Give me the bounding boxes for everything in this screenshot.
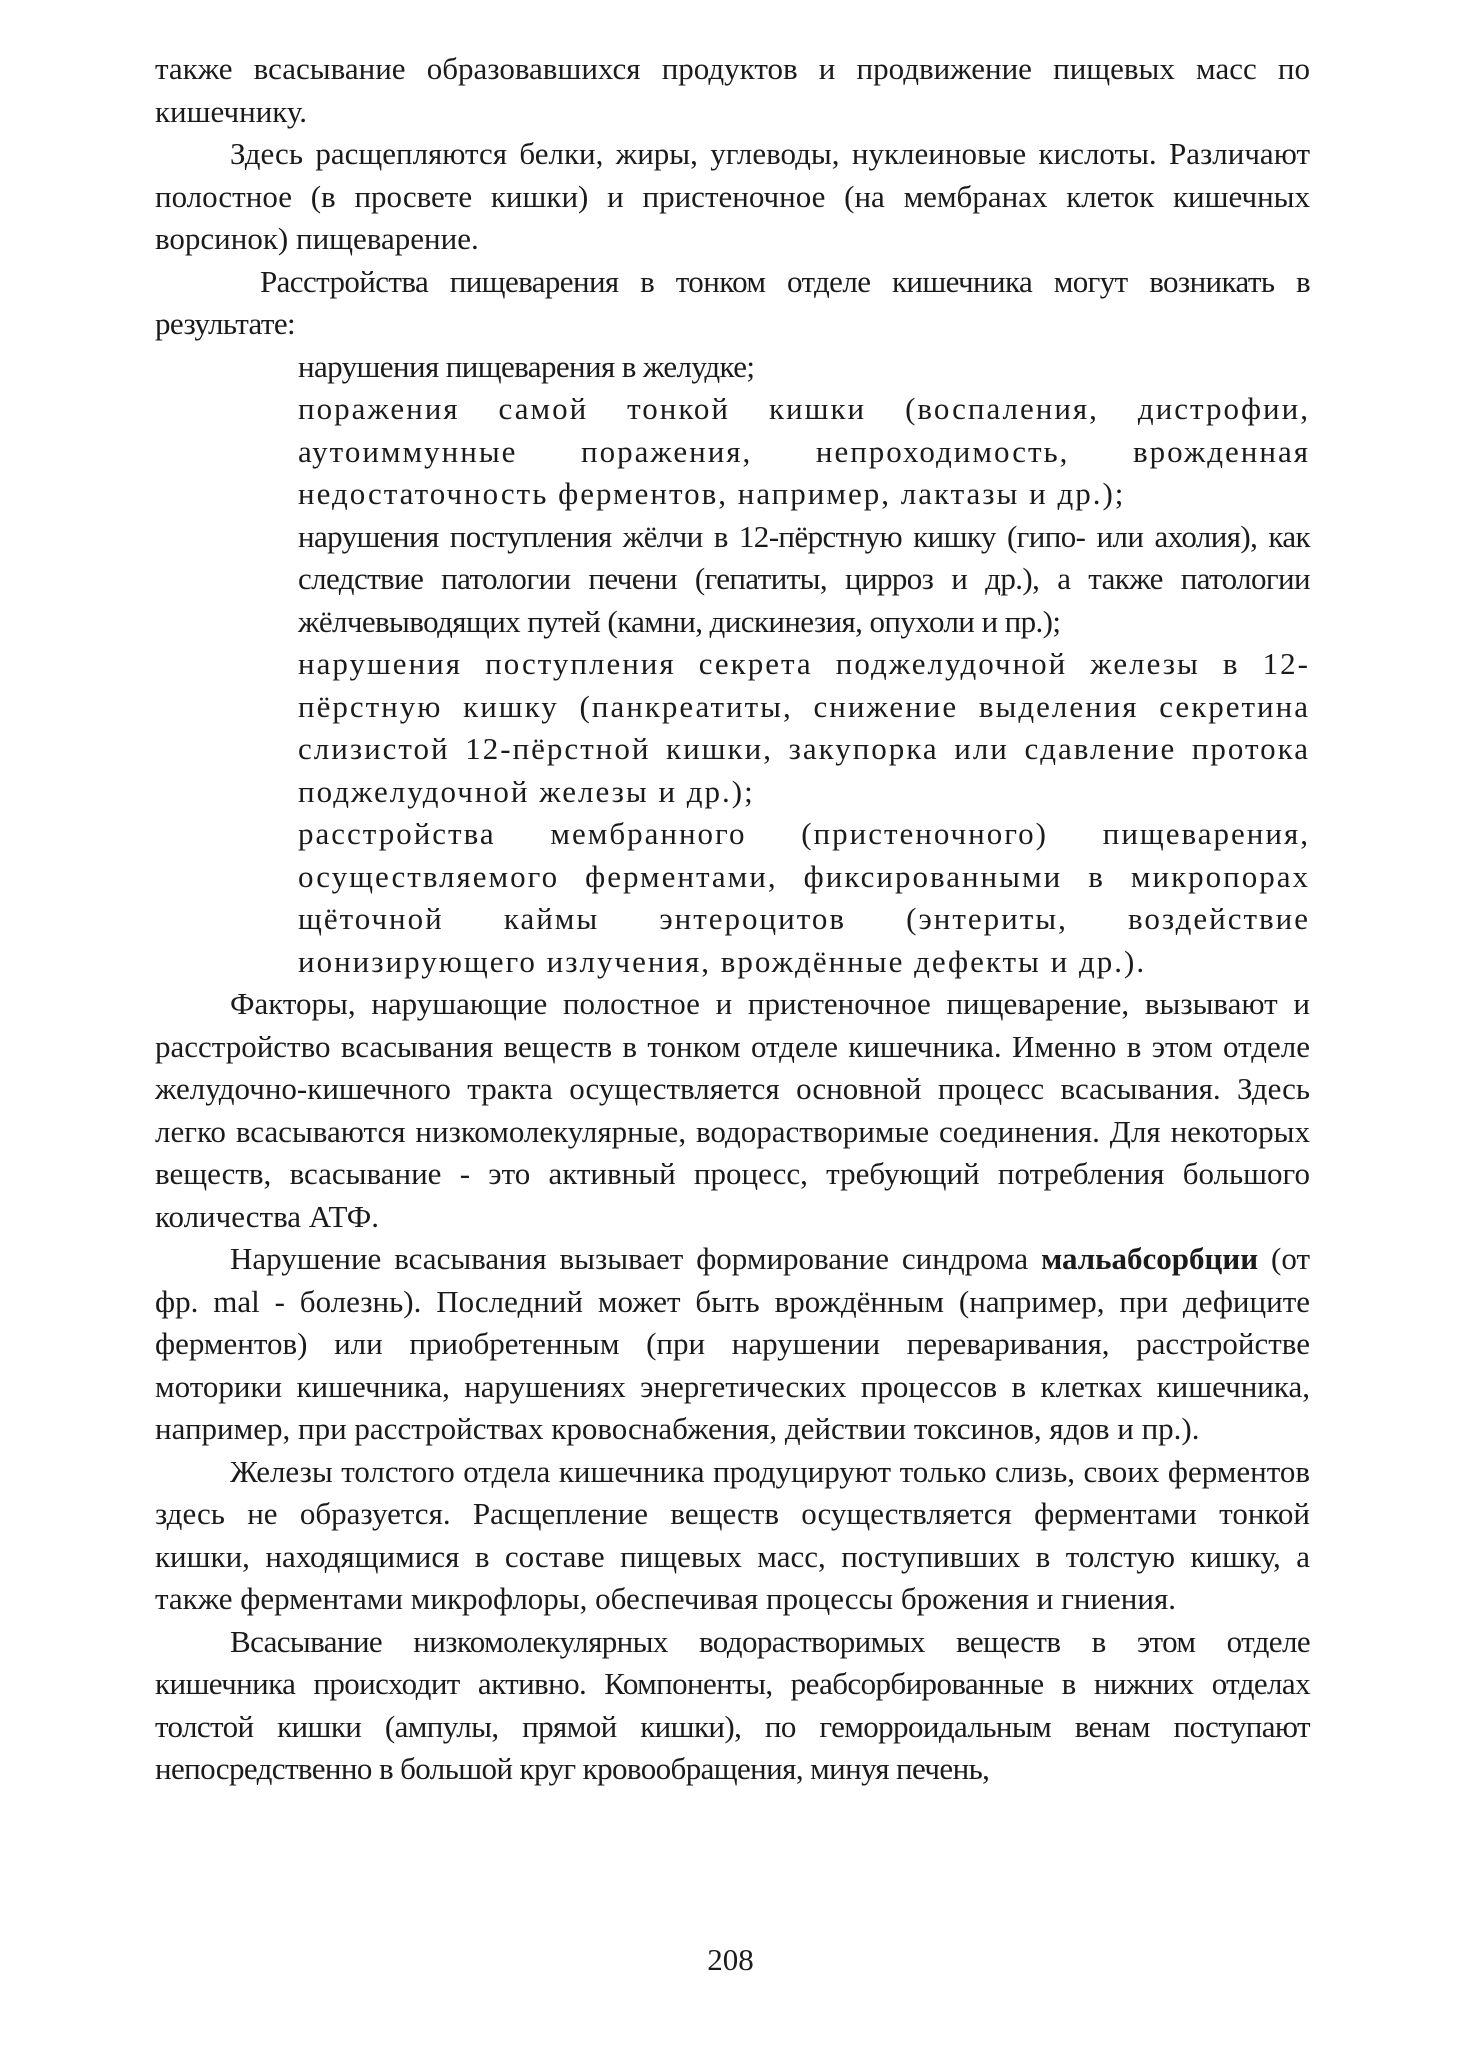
- paragraph-absorption-large-intestine: Всасывание низкомолекулярных водорастворимых веществ в этом отделе кишечника происходит активно. Компоненты, реабсорбированные в нижних отделах толстой кишки (ампулы, прямой кишки), по геморроидальным венам поступают непосредственно в большой круг кровообращения, минуя печень,: [155, 1623, 1310, 1786]
- list-item: нарушения поступления секрета поджелудочной железы в 12-пёрстную кишку (панкреатиты, снижение выделения секретина слизистой 12-пёрстной кишки, закупорка или сдавление протока поджелудочной железы и др.);: [298, 646, 1310, 809]
- list-item: нарушения поступления жёлчи в 12-пёрстную кишку (гипо- или ахолия), как следствие патологии печени (гепатиты, цирроз и др.), а также патологии жёлчевыводящих путей (камни, дискинезия, опухоли и пр.);: [298, 518, 1310, 639]
- paragraph-absorption-factors: Факторы, нарушающие полостное и пристеночное пищеварение, вызывают и расстройство всасывания веществ в тонком отделе кишечника. Именно в этом отделе желудочно-кишечного тракта осуществляется основной процесс всасывания. Здесь легко всасываются низкомолекулярные, водорастворимые соединения. Для некоторых веществ, всасывание - это активный процесс, требующий потребления большого количества АТФ.: [155, 986, 1310, 1234]
- page-number: 208: [707, 1942, 754, 1977]
- list-item: нарушения пищеварения в желудке;: [298, 348, 755, 384]
- list-item: поражения самой тонкой кишки (воспаления, дистрофии, аутоиммунные поражения, непроходимость, врожденная недостаточность ферментов, например, лактазы и др.);: [298, 391, 1310, 511]
- malabsorption-text-start: Нарушение всасывания вызывает формирование синдрома: [230, 1241, 1029, 1276]
- malabsorption-text-end: (от фр. mal - болезнь). Последний может быть врождённым (например, при дефиците ферментов) или приобретенным (при нарушении переваривания, расстройстве моторики кишечника, нарушениях энергетических процессов в клетках кишечника, например, при расстройствах кровоснабжения, действии токсинов, ядов и пр.).: [155, 1241, 1310, 1446]
- paragraph-continuation: также всасывание образовавшихся продуктов и продвижение пищевых масс по кишечнику.: [155, 51, 1310, 129]
- paragraph-disorders-intro: Расстройства пищеварения в тонком отделе кишечника могут возникать в результате:: [155, 263, 1310, 341]
- disorders-list: [298, 346, 1310, 984]
- paragraph-large-intestine: Железы толстого отдела кишечника продуцируют только слизь, своих ферментов здесь не образуется. Расщепление веществ осуществляется ферментами тонкой кишки, находящимися в составе пищевых масс, поступивших в толстую кишку, а также ферментами микрофлоры, обеспечивая процессы брожения и гниения.: [155, 1453, 1310, 1616]
- paragraph-malabsorption: [155, 1238, 1310, 1451]
- malabsorption-term: мальабсорбции: [1041, 1241, 1259, 1276]
- list-item: расстройства мембранного (пристеночного) пищеварения, осуществляемого ферментами, фиксированными в микропорах щёточной каймы энтероцитов (энтериты, воздействие ионизирующего излучения, врождённые дефекты и др.).: [298, 816, 1310, 979]
- page-body: [155, 48, 1310, 1791]
- paragraph-digestion-intro: Здесь расщепляются белки, жиры, углеводы, нуклеиновые кислоты. Различают полостное (в просвете кишки) и пристеночное (на мембранах клеток кишечных ворсинок) пищеварение.: [155, 136, 1310, 256]
